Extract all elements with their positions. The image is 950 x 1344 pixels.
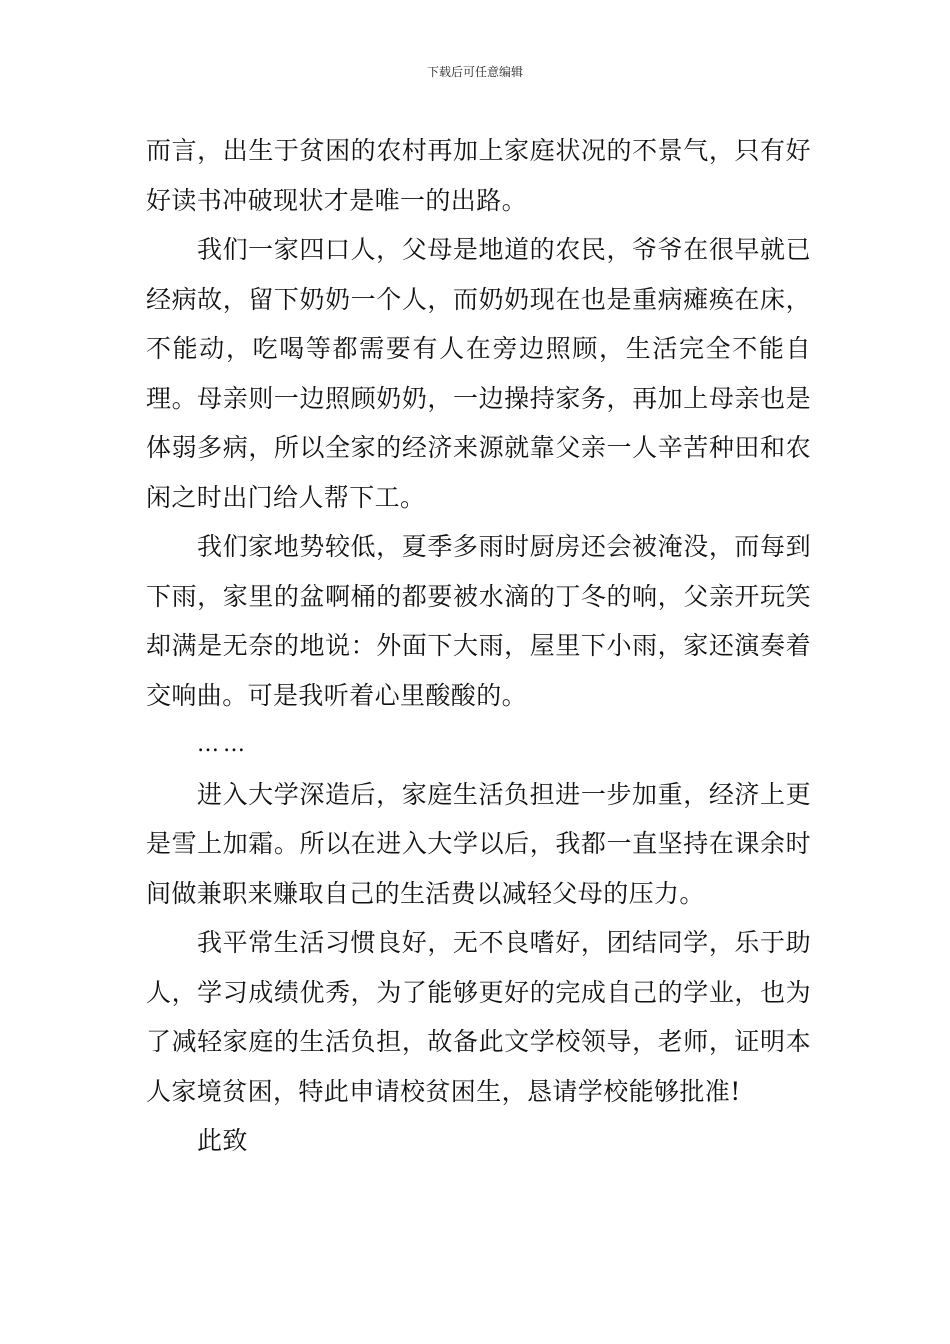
document-body (146, 126, 811, 1166)
paragraph-request: 我平常生活习惯良好，无不良嗜好，团结同学，乐于助人，学习成绩优秀，为了能够更好的完成自己的学业，也为了减轻家庭的生活负担，故备此文学校领导，老师，证明本人家境贫困，特此申请校贫困生，恳请学校能够批准! (146, 928, 811, 1106)
paragraph-house: 我们家地势较低，夏季多雨时厨房还会被淹没，而每到下雨，家里的盆啊桶的都要被水滴的丁冬的响，父亲开玩笑却满是无奈的地说：外面下大雨，屋里下小雨，家还演奏着交响曲。可是我听着心里酸酸的。 (146, 532, 811, 710)
ellipsis-line: …… (197, 732, 249, 757)
page-header-note: 下载后可任意编辑 (426, 65, 523, 79)
closing-salutation: 此致 (197, 1126, 248, 1155)
paragraph-continuation: 而言，出生于贫困的农村再加上家庭状况的不景气，只有好好读书冲破现状才是唯一的出路。 (146, 136, 811, 215)
paragraph-family: 我们一家四口人，父母是地道的农民，爷爷在很早就已经病故，留下奶奶一个人，而奶奶现在也是重病瘫痪在床，不能动，吃喝等都需要有人在旁边照顾，生活完全不能自理。母亲则一边照顾奶奶，一边操持家务，再加上母亲也是体弱多病，所以全家的经济来源就靠父亲一人辛苦种田和农闲之时出门给人帮下工。 (146, 235, 811, 512)
paragraph-university: 进入大学深造后，家庭生活负担进一步加重，经济上更是雪上加霜。所以在进入大学以后，我都一直坚持在课余时间做兼职来赚取自己的生活费以减轻父母的压力。 (146, 779, 811, 908)
